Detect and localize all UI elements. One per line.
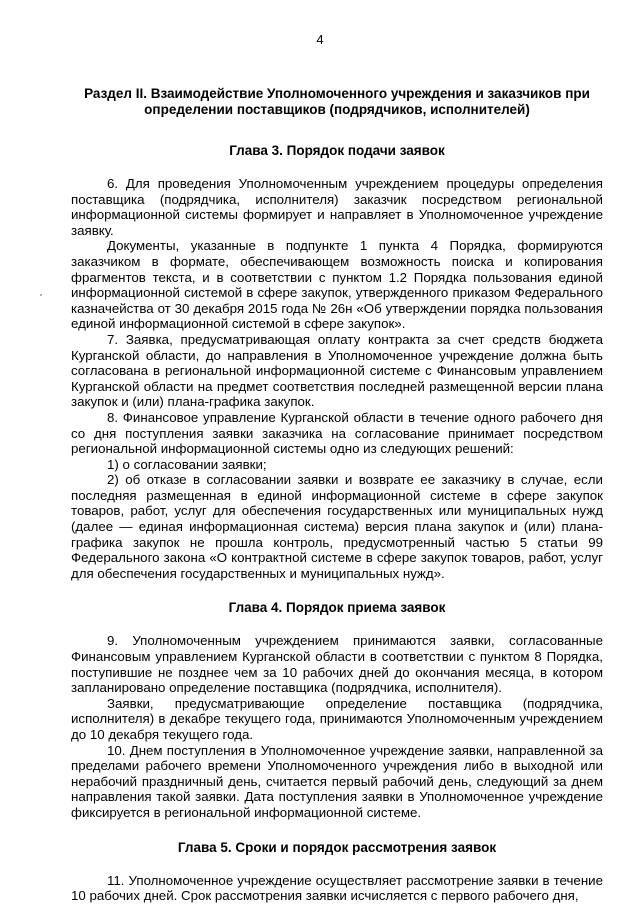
paragraph-11: 11. Уполномоченное учреждение осуществляет рассмотрение заявки в течение 10 рабочих дней. Срок рассмотрения заявки исчисляется с первого рабочего дня, [71, 872, 603, 904]
paragraph-6: 6. Для проведения Уполномоченным учреждением процедуры определения поставщика (подрядчика, исполнителя) заказчик посредством региональной информационной системы формирует и направляет в Уполномоченное учреждение заявку. [71, 176, 603, 238]
chapter-3-body [71, 176, 603, 581]
chapter-5-title: Глава 5. Сроки и порядок рассмотрения заявок [177, 839, 497, 855]
section-title: Раздел II. Взаимодействие Уполномоченного учреждения и заказчиков при определении поставщиков (подрядчиков, исполнителей) [84, 86, 590, 117]
paragraph-10: 10. Днем поступления в Уполномоченное учреждение заявки, направленной за пределами рабочего времени Уполномоченного учреждения либо в выходной или нерабочий праздничный день, считается первый рабочий день, следующий за днем направления такой заявки. Дата поступления заявки в Уполномоченное учреждение фиксируется в региональной информационной системе. [71, 742, 603, 820]
paragraph-8: 8. Финансовое управление Курганской области в течение одного рабочего дня со дня поступления заявки заказчика на согласование принимает посредством региональной информационной системы одно из следующих решений: [71, 409, 603, 457]
chapter-4-title: Глава 4. Порядок приема заявок [228, 600, 446, 616]
chapter-4-body [71, 633, 603, 820]
document-body [71, 86, 603, 904]
paragraph-8-item-1: 1) о согласовании заявки; [107, 456, 267, 472]
scan-dot-mark [40, 294, 42, 296]
paragraph-9: 9. Уполномоченным учреждением принимаются заявки, согласованные Финансовым управлением Курганской области в соответствии с пунктом 8 Порядка, поступившие не позднее чем за 10 рабочих дней до окончания месяца, в котором запланировано определение поставщика (подрядчика, исполнителя). [71, 633, 603, 696]
paragraph-6-documents: Документы, указанные в подпункте 1 пункта 4 Порядка, формируются заказчиком в формате, обеспечивающем возможность поиска и копирования фрагментов текста, и в соответствии с пунктом 1.2 Порядка пользования единой информационной системой в сфере закупок, утвержденного приказом Федерального казначейства от 30 декабря 2015 года № 26н «Об утверждении порядка пользования единой информационной системой в сфере закупок». [71, 238, 603, 332]
chapter-3-title: Глава 3. Порядок подачи заявок [229, 143, 445, 158]
chapter-5-body [71, 873, 603, 904]
paragraph-7: 7. Заявка, предусматривающая оплату контракта за счет средств бюджета Курганской области, до направления в Уполномоченное учреждение должна быть согласована в региональной информационной системе с Финансовым управлением Курганской области на предмет соответствия последней размещенной версии плана закупок и (или) плана-графика закупок. [71, 331, 603, 410]
paragraph-8-item-2: 2) об отказе в согласовании заявки и возврате ее заказчику в случае, если последняя размещенная в единой информационной системе в сфере закупок товаров, работ, услуг для обеспечения государственных или муниципальных нужд (далее — единая информационная система) версия плана закупок и (или) плана-графика закупок не прошла контроль, предусмотренный частью 5 статьи 99 Федерального закона «О контрактной системе в сфере закупок товаров, работ, услуг для обеспечения государственных и муниципальных нужд». [71, 472, 603, 581]
page-number: 4 [316, 32, 324, 47]
paragraph-9-december: Заявки, предусматривающие определение поставщика (подрядчика, исполнителя) в декабре текущего года, принимаются Уполномоченным учреждением до 10 декабря текущего года. [71, 695, 603, 742]
